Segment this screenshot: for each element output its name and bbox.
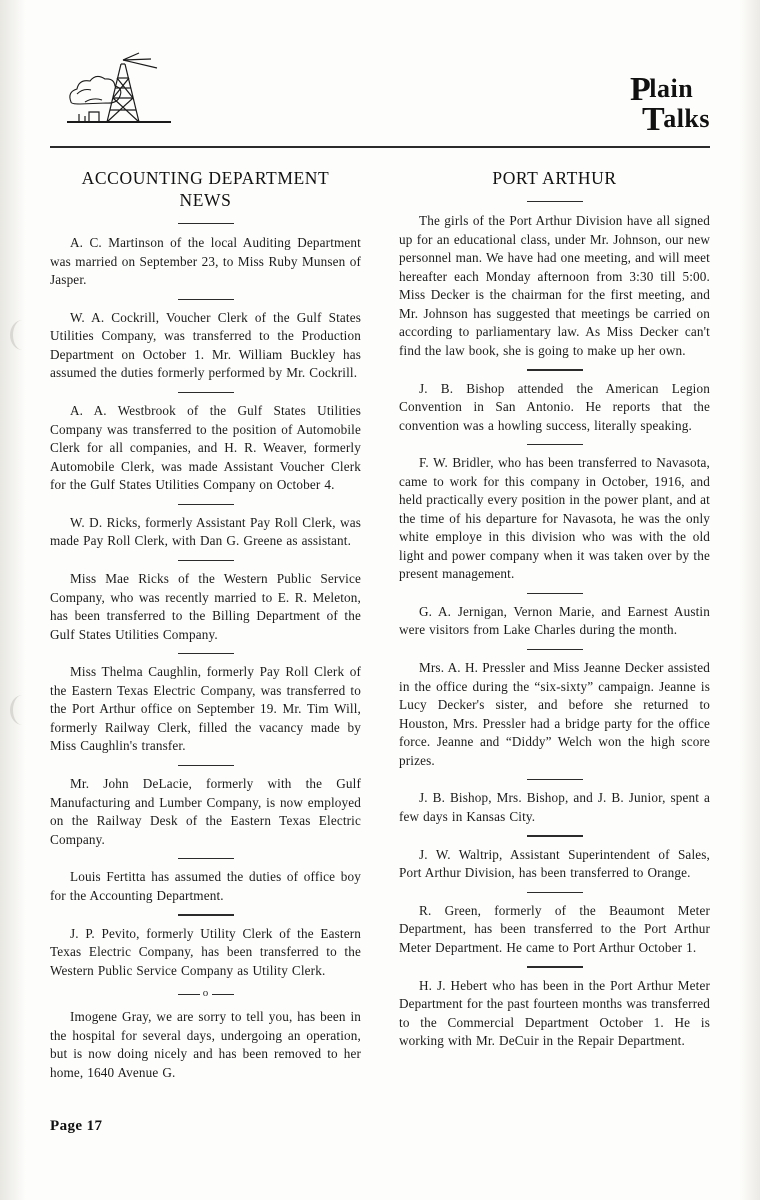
paragraph: R. Green, formerly of the Beaumont Meter Department, has been transferred to the Port Arthur Meter Department. He came to Port Arthur October 1.: [399, 902, 710, 955]
article-columns: [50, 160, 710, 1082]
paragraph-divider: [178, 653, 234, 654]
masthead: [50, 50, 710, 145]
paragraph: Miss Mae Ricks of the Western Public Service Company, who was recently married to E. R. Meleton, has been transferred to the Billing Department of the Gulf States Utilities Company.: [50, 571, 361, 642]
heading-divider: [527, 201, 583, 203]
paragraph: J. B. Bishop attended the American Legion Convention in San Antonio. He reports that the convention was a howling success, literally speaking.: [399, 380, 710, 433]
scan-artifact: [10, 695, 35, 725]
paragraph: H. J. Hebert who has been in the Port Arthur Meter Department for the past fourteen months was transferred to the Commercial Department October 1. He is working with Mr. DeCuir in the Repair Department.: [399, 977, 710, 1049]
paragraph: Miss Thelma Caughlin, formerly Pay Roll Clerk of the Eastern Texas Electric Company, was transferred to the Port Arthur office on September 19. Mr. Tim Will, formerly Railway Clerk, filled the vacancy made by Miss Caughlin's transfer.: [50, 664, 361, 754]
paragraph-divider: [527, 369, 583, 370]
paragraph: J. P. Pevito, formerly Utility Clerk of the Eastern Texas Electric Company, has been transferred to the Western Public Service Company as Utility Clerk.: [50, 925, 361, 978]
scan-artifact: [10, 320, 35, 350]
paragraph-divider: [178, 858, 234, 859]
paragraph-divider: [527, 966, 583, 967]
derrick-and-smoke-illustration: [65, 50, 175, 135]
brand-line-2: alks: [663, 104, 710, 133]
paragraph-divider: [178, 392, 234, 393]
paragraph: Mrs. A. H. Pressler and Miss Jeanne Decker assisted in the office during the “six-sixty” campaign. Jeanne is Lucy Decker's sister, and before she returned to Houston, Mrs. Pressler had a bridge party for the office force. Jeanne and “Diddy” Welch won the high score prizes.: [399, 660, 710, 768]
paragraph: F. W. Bridler, who has been transferred to Navasota, came to work for this company in October, 1916, and held practically every position in the power plant, and at the time of his departure for Navasota, he was the only white employe in this division who was with the old light and power company when it was taken over by the present management.: [399, 455, 710, 582]
paragraph-divider: [527, 649, 583, 650]
paragraph-divider: [178, 560, 234, 561]
paragraph-divider: [527, 835, 583, 836]
page-number: Page 17: [50, 1118, 103, 1134]
paragraph: G. A. Jernigan, Vernon Marie, and Earnest Austin were visitors from Lake Charles during the month.: [399, 603, 710, 638]
paragraph: A. A. Westbrook of the Gulf States Utilities Company was transferred to the position of Automobile Clerk for all companies, and H. R. Weaver, formerly Automobile Clerk, was made Assistant Voucher Clerk for the Gulf States Utilities Company on October 4.: [50, 403, 361, 493]
paragraph: Louis Fertitta has assumed the duties of office boy for the Accounting Department.: [50, 869, 361, 903]
paragraph-divider: [527, 444, 583, 445]
heading-divider: [178, 223, 234, 225]
brand-initial-p: P: [630, 71, 652, 108]
paragraph-divider: [527, 593, 583, 594]
heading-line-1: ACCOUNTING DEPARTMENT: [81, 168, 330, 188]
publication-title: [630, 70, 710, 138]
column-heading: [50, 168, 361, 212]
brand-initial-t: T: [642, 101, 666, 138]
paragraph: J. B. Bishop, Mrs. Bishop, and J. B. Junior, spent a few days in Kansas City.: [399, 790, 710, 824]
paragraph-divider: [527, 892, 583, 893]
paragraph: A. C. Martinson of the local Auditing Department was married on September 23, to Miss Ruby Munsen of Jasper.: [50, 235, 361, 288]
column-port-arthur: [399, 160, 710, 1082]
heading-line-2: NEWS: [179, 189, 232, 210]
paragraph: Mr. John DeLacie, formerly with the Gulf Manufacturing and Lumber Company, is now employed on the Railway Desk of the Eastern Texas Electric Company.: [50, 776, 361, 847]
paragraph: W. D. Ricks, formerly Assistant Pay Roll Clerk, was made Pay Roll Clerk, with Dan G. Greene as assistant.: [50, 514, 361, 549]
paragraph-divider: [178, 504, 234, 505]
paragraph: Imogene Gray, we are sorry to tell you, has been in the hospital for several days, undergoing an operation, but is now doing nicely and has been removed to her home, 1640 Avenue G.: [50, 1009, 361, 1080]
brand-line-1: lain: [649, 74, 694, 103]
column-heading: [399, 168, 710, 190]
paragraph: J. W. Waltrip, Assistant Superintendent of Sales, Port Arthur Division, has been transferred to Orange.: [399, 846, 710, 881]
section-ornament-divider: o: [178, 990, 234, 999]
column-accounting-department-news: [50, 160, 361, 1082]
paragraph: W. A. Cockrill, Voucher Clerk of the Gulf States Utilities Company, was transferred to the Production Department on October 1. Mr. William Buckley has assumed the duties formerly performed by Mr. Cockrill.: [50, 310, 361, 381]
paragraph-divider: [527, 779, 583, 780]
paragraph-divider: [178, 914, 234, 915]
paragraph: The girls of the Port Arthur Division have all signed up for an educational class, under Mr. Johnson, our new personnel man. We have had one meeting, and will meet hereafter each Monday afternoon from 3:30 till 5:00. Miss Decker is the chairman for the first meeting, and Mr. Johnson has suggested that meetings be carried on according to parliamentary law. As Miss Decker can't find the law book, she is going to make up her own.: [399, 213, 710, 358]
header-divider: [50, 146, 710, 148]
paragraph-divider: [178, 765, 234, 766]
paragraph-divider: [178, 299, 234, 300]
heading-line-1: PORT ARTHUR: [492, 168, 617, 188]
